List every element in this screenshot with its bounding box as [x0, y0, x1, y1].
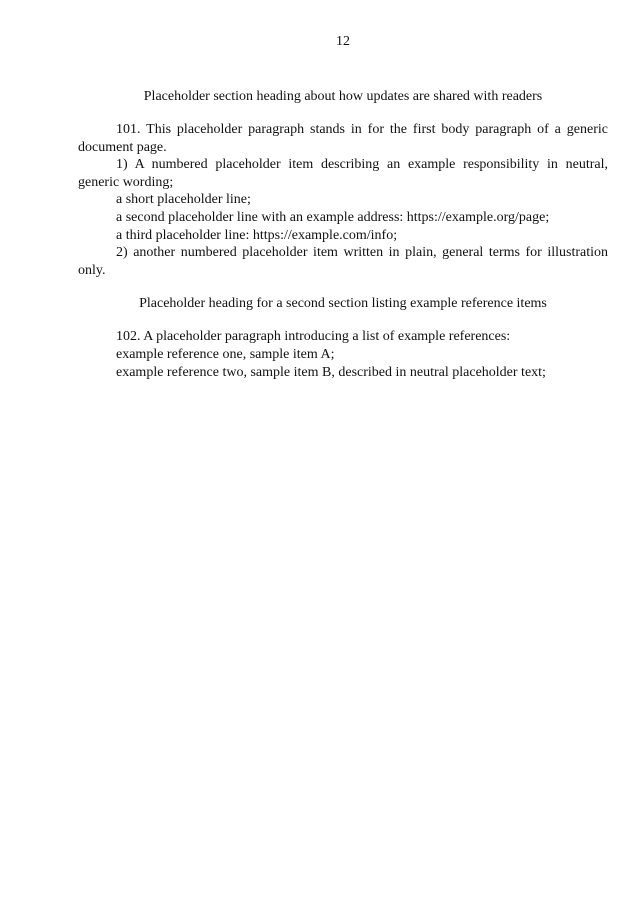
paragraph: example reference one, sample item A; [116, 346, 335, 362]
paragraph: 102. A placeholder paragraph introducing a list of example references: [116, 329, 511, 345]
paragraph: a second placeholder line with an example address: https://example.org/page; [116, 209, 550, 225]
paragraph: example reference two, sample item B, described in neutral placeholder text; [116, 364, 546, 380]
section-two-heading: Placeholder heading for a second section listing example reference items [139, 296, 547, 312]
section-one-heading: Placeholder section heading about how updates are shared with readers [143, 89, 543, 104]
paragraph: a short placeholder line; [116, 192, 251, 208]
page-number: 12 [336, 34, 350, 49]
document-page [78, 34, 608, 381]
paragraph: 1) A numbered placeholder item describing an example responsibility in neutral, generic wording; [78, 157, 608, 190]
section-gap [78, 279, 608, 295]
paragraph: 101. This placeholder paragraph stands in for the first body paragraph of a generic document page. [78, 122, 608, 155]
paragraph: a third placeholder line: https://example.com/info; [116, 227, 398, 243]
paragraph: 2) another numbered placeholder item written in plain, general terms for illustration only. [78, 245, 608, 278]
